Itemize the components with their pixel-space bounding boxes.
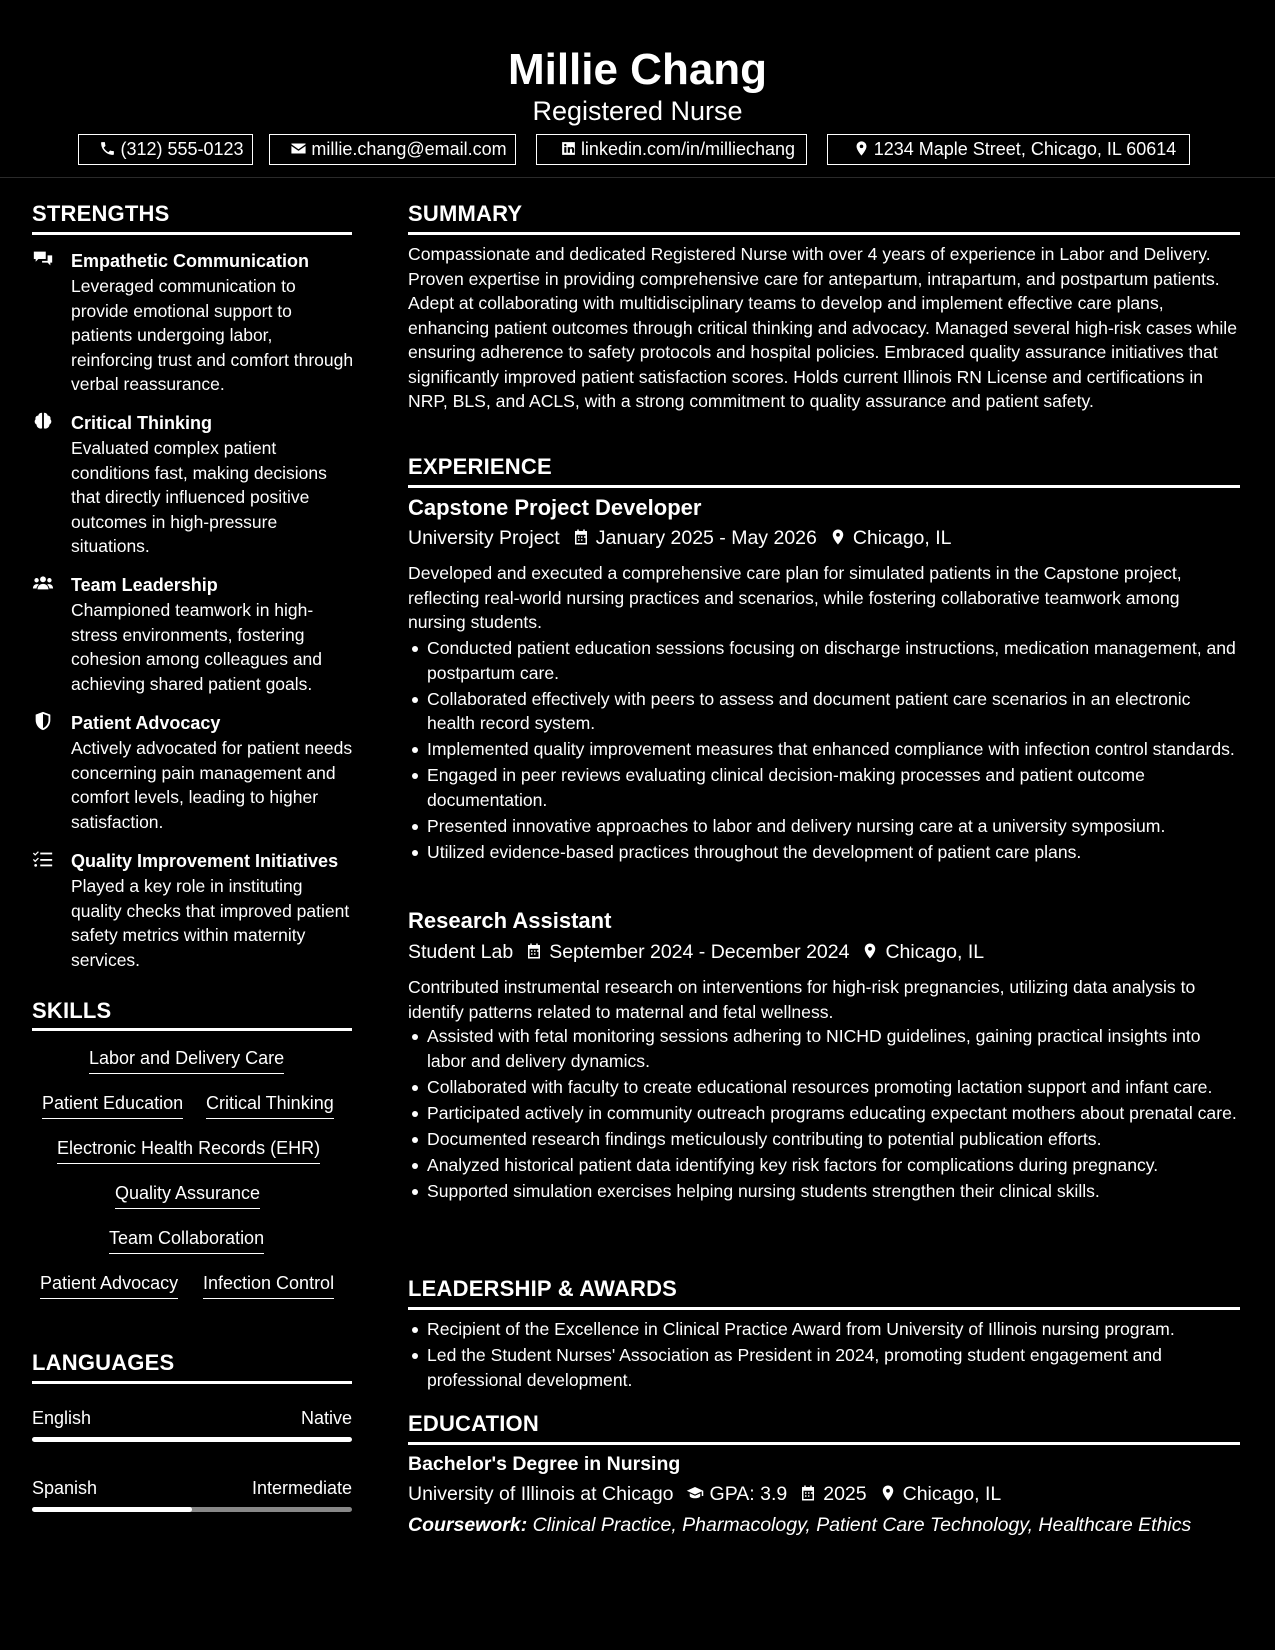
language-proficiency-bar — [32, 1437, 352, 1442]
address-contact — [827, 134, 1190, 165]
bullet-item: Led the Student Nurses' Association as President in 2024, promoting student engagement and professional development. — [408, 1343, 1240, 1392]
job-bullets — [408, 636, 1240, 866]
language-proficiency-fill — [32, 1507, 192, 1512]
degree-title: Bachelor's Degree in Nursing — [408, 1453, 681, 1475]
strength-description: Leveraged communication to provide emotional support to patients undergoing labor, reinforcing trust and comfort through verbal reassurance. — [71, 276, 354, 394]
bullet-item: Collaborated effectively with peers to assess and document patient care scenarios in an electronic health record system. — [408, 687, 1240, 736]
strength-title: Quality Improvement Initiatives — [71, 851, 339, 871]
job-org: University Project — [408, 527, 560, 549]
language-level: Native — [300, 1408, 352, 1428]
phone-text: (312) 555-0123 — [120, 139, 244, 159]
job-meta — [408, 524, 952, 552]
bullet-item: Conducted patient education sessions focusing on discharge instructions, medication management, and postpartum care. — [408, 636, 1240, 685]
bullet-item: Utilized evidence-based practices throughout the development of patient care plans. — [408, 840, 1240, 865]
skills-heading: SKILLS — [32, 998, 112, 1023]
experience-heading: EXPERIENCE — [408, 454, 552, 479]
language-proficiency-fill — [32, 1437, 352, 1442]
graduation-year: 2025 — [823, 1483, 867, 1505]
bullet-item: Engaged in peer reviews evaluating clinical decision-making processes and patient outcome documentation. — [408, 763, 1240, 812]
strength-description: Actively advocated for patient needs concerning pain management and comfort levels, leading to higher satisfaction. — [71, 738, 353, 832]
skill-tag: Quality Assurance — [115, 1180, 260, 1209]
language-proficiency-bar — [32, 1507, 352, 1512]
users-icon — [32, 572, 56, 596]
job-dates: September 2024 - December 2024 — [549, 941, 850, 963]
strength-title: Critical Thinking — [71, 413, 213, 433]
coursework-list: Clinical Practice, Pharmacology, Patient Care Technology, Healthcare Ethics — [532, 1514, 1192, 1536]
bullet-item: Presented innovative approaches to labor and delivery nursing care at a university symposium. — [408, 814, 1240, 839]
map-pin-icon — [879, 1484, 897, 1502]
job-location: Chicago, IL — [885, 941, 985, 963]
bullet-item: Recipient of the Excellence in Clinical Practice Award from University of Illinois nursing program. — [408, 1317, 1240, 1342]
languages-heading: LANGUAGES — [32, 1350, 175, 1375]
skill-tag: Labor and Delivery Care — [89, 1045, 284, 1074]
skill-tag: Electronic Health Records (EHR) — [57, 1135, 320, 1164]
candidate-role: Registered Nurse — [532, 96, 743, 126]
strengths-divider — [32, 232, 352, 235]
map-pin-icon — [829, 528, 847, 546]
email-contact[interactable] — [269, 134, 516, 165]
summary-divider — [408, 232, 1240, 235]
skill-tag: Team Collaboration — [109, 1225, 264, 1254]
bullet-item: Assisted with fetal monitoring sessions adhering to NICHD guidelines, gaining practical insights into labor and delivery dynamics. — [408, 1024, 1240, 1073]
job-bullets — [408, 1024, 1240, 1205]
gpa: GPA: 3.9 — [709, 1483, 788, 1505]
map-pin-icon — [861, 942, 879, 960]
bullet-item: Collaborated with faculty to create educational resources promoting lactation support and infant care. — [408, 1075, 1240, 1100]
linkedin-text: linkedin.com/in/milliechang — [580, 139, 796, 159]
strengths-heading: STRENGTHS — [32, 201, 170, 226]
linkedin-contact[interactable] — [536, 134, 807, 165]
education-heading: EDUCATION — [408, 1411, 539, 1436]
languages-divider — [32, 1381, 352, 1384]
email-text: millie.chang@email.com — [311, 139, 507, 159]
address-text: 1234 Maple Street, Chicago, IL 60614 — [873, 139, 1177, 159]
job-location: Chicago, IL — [852, 527, 952, 549]
leadership-divider — [408, 1307, 1240, 1310]
bullet-item: Supported simulation exercises helping nursing students strengthen their clinical skills. — [408, 1179, 1240, 1204]
skill-tag: Patient Education — [42, 1090, 183, 1119]
job-description: Developed and executed a comprehensive care plan for simulated patients in the Capstone project, reflecting real-world nursing practices and scenarios, while fostering collaborative teamwork among nursing students. — [408, 563, 1182, 632]
leadership-heading: LEADERSHIP & AWARDS — [408, 1276, 678, 1301]
coursework-label: Coursework: — [408, 1514, 528, 1536]
language-row — [32, 1476, 352, 1500]
chat-bubbles-icon — [32, 248, 56, 272]
school-name: University of Illinois at Chicago — [408, 1483, 674, 1505]
bullet-item: Implemented quality improvement measures that enhanced compliance with infection control standards. — [408, 737, 1240, 762]
map-pin-icon — [853, 140, 870, 157]
bullet-item: Documented research findings meticulously contributing to potential publication efforts. — [408, 1127, 1240, 1152]
skill-tag: Critical Thinking — [206, 1090, 334, 1119]
strength-title: Patient Advocacy — [71, 713, 221, 733]
resume-header — [0, 0, 1275, 178]
brain-icon — [32, 410, 56, 434]
coursework — [408, 1511, 1191, 1539]
education-divider — [408, 1442, 1240, 1445]
strength-title: Empathetic Communication — [71, 251, 310, 271]
skills-divider — [32, 1028, 352, 1031]
education-meta — [408, 1480, 1001, 1508]
summary-text: Compassionate and dedicated Registered Nurse with over 4 years of experience in Labor and Delivery. Proven expertise in providing comprehensive care for antepartum, intrapartum, and postpartum patients. Adept at collaborating with multidisciplinary teams to develop and implement effective care plans, enhancing patient outcomes through critical thinking and advocacy. Managed several high-risk cases while ensuring adherence to safety protocols and hospital policies. Embraced quality assurance initiatives that significantly improved patient satisfaction scores. Holds current Illinois RN License and certifications in NRP, BLS, and ACLS, with a strong commitment to quality assurance and patient safety. — [408, 244, 1238, 411]
graduation-cap-icon — [686, 1484, 704, 1502]
job-title: Capstone Project Developer — [408, 495, 702, 520]
job-dates: January 2025 - May 2026 — [595, 527, 817, 549]
skill-tag: Infection Control — [203, 1270, 334, 1299]
candidate-name: Millie Chang — [507, 45, 768, 94]
strength-title: Team Leadership — [71, 575, 218, 595]
strength-description: Played a key role in instituting quality checks that improved patient safety metrics within maternity services. — [71, 876, 350, 970]
bullet-item: Analyzed historical patient data identifying key risk factors for complications during pregnancy. — [408, 1153, 1240, 1178]
calendar-icon — [799, 1484, 817, 1502]
strength-description: Evaluated complex patient conditions fast, making decisions that directly influenced positive outcomes in high-pressure situations. — [71, 438, 327, 556]
job-title: Research Assistant — [408, 908, 612, 933]
envelope-icon — [290, 140, 307, 157]
checklist-icon — [32, 848, 56, 872]
leadership-bullets — [408, 1317, 1240, 1394]
job-description: Contributed instrumental research on interventions for high-risk pregnancies, utilizing data analysis to identify patterns related to maternal and fetal wellness. — [408, 977, 1196, 1022]
calendar-icon — [525, 942, 543, 960]
bullet-item: Participated actively in community outreach programs educating expectant mothers about prenatal care. — [408, 1101, 1240, 1126]
summary-heading: SUMMARY — [408, 201, 523, 226]
language-name: Spanish — [32, 1478, 98, 1498]
shield-icon — [32, 710, 56, 734]
job-meta — [408, 938, 984, 966]
phone-icon — [99, 140, 116, 157]
language-row — [32, 1406, 352, 1430]
linkedin-icon — [560, 140, 577, 157]
language-name: English — [32, 1408, 92, 1428]
strength-description: Championed teamwork in high-stress environments, fostering cohesion among colleagues and achieving shared patient goals. — [71, 600, 323, 694]
language-level: Intermediate — [251, 1478, 352, 1498]
phone-contact[interactable] — [78, 134, 253, 165]
skill-tag: Patient Advocacy — [40, 1270, 178, 1299]
experience-divider — [408, 485, 1240, 488]
job-org: Student Lab — [408, 941, 514, 963]
calendar-icon — [572, 528, 590, 546]
education-location: Chicago, IL — [902, 1483, 1002, 1505]
